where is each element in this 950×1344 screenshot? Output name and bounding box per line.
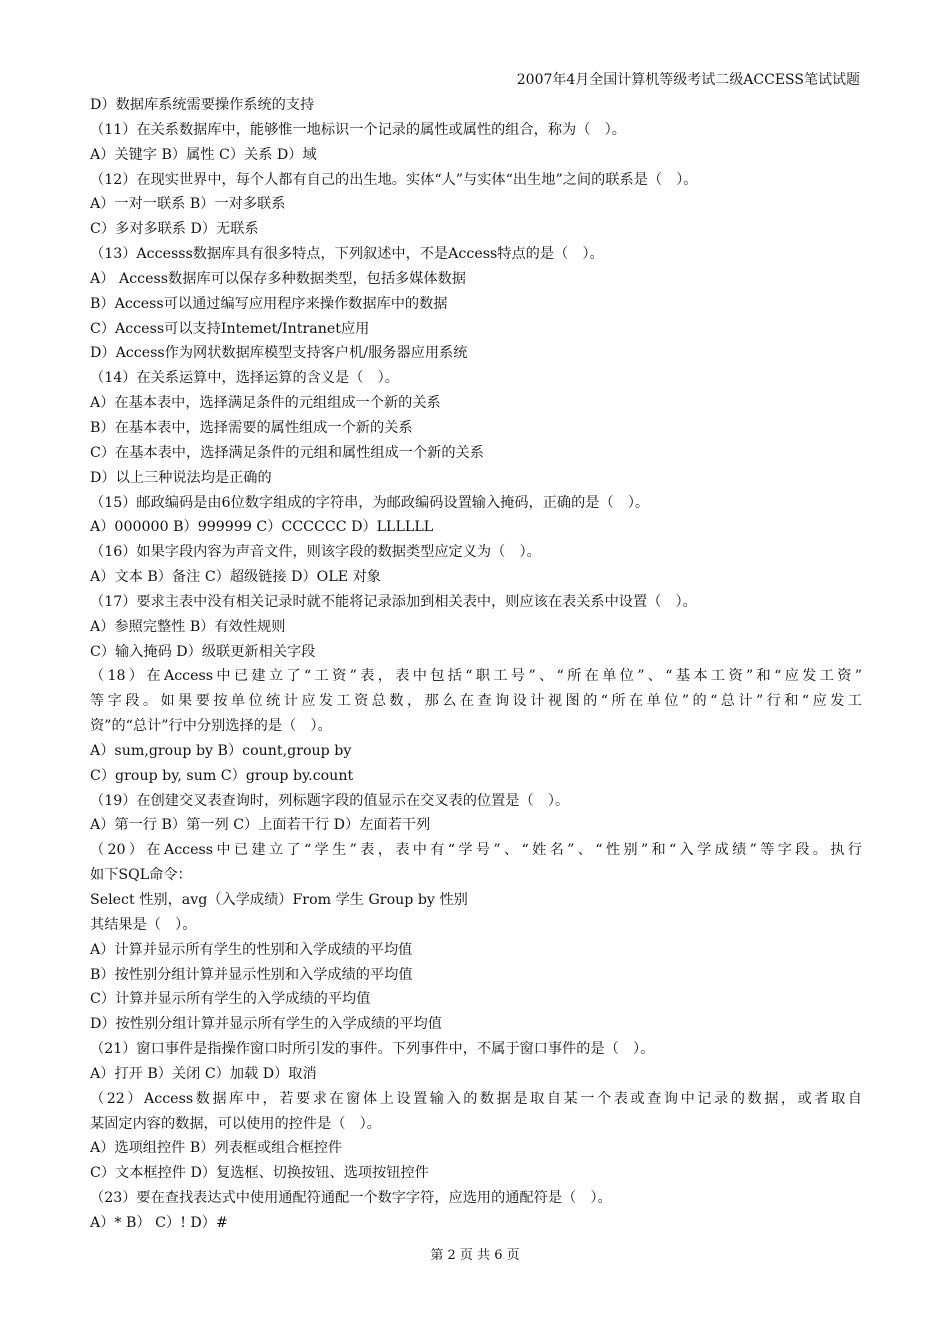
text-line: C）Access可以支持Intemet/Intranet应用 (90, 320, 370, 337)
text-line: C）计算并显示所有学生的入学成绩的平均值 (90, 991, 371, 1008)
text-line: D）按性别分组计算并显示所有学生的入学成绩的平均值 (90, 1016, 442, 1033)
text-line: A）第一行 B）第一列 C）上面若干行 D）左面若干列 (90, 817, 431, 834)
text-line: （22）Access数据库中，若要求在窗体上设置输入的数据是取自某一个表或查询中记录的数据，或者取自 (90, 1090, 862, 1107)
text-line: C）group by, sum C）group by.count (90, 767, 354, 784)
question-text-body (90, 93, 862, 1236)
text-line: B）Access可以通过编写应用程序来操作数据库中的数据 (90, 295, 448, 312)
text-line: （18）在Access中已建立了“工资”表，表中包括“职工号”、“所在单位”、“基本工资”和“应发工资” (90, 668, 862, 685)
text-line: A）一对一联系 B）一对多联系 (90, 196, 286, 213)
text-line: （15）邮政编码是由6位数字组成的字符串，为邮政编码设置输入掩码，正确的是（ ）。 (90, 494, 650, 511)
text-line: A）文本 B）备注 C）超级链接 D）OLE 对象 (90, 569, 381, 586)
text-line: A） Access数据库可以保存多种数据类型，包括多媒体数据 (90, 270, 466, 287)
text-line: （13）Accesss数据库具有很多特点，下列叙述中，不是Access特点的是（ ）。 (90, 246, 604, 263)
text-line: （19）在创建交叉表查询时，列标题字段的值显示在交叉表的位置是（ ）。 (90, 792, 570, 809)
text-line: （23）要在查找表达式中使用通配符通配一个数字字符，应选用的通配符是（ ）。 (90, 1190, 612, 1207)
text-line: （16）如果字段内容为声音文件，则该字段的数据类型应定义为（ ）。 (90, 544, 541, 561)
text-line: B）在基本表中，选择需要的属性组成一个新的关系 (90, 419, 413, 436)
text-line: 资”的“总计”行中分别选择的是（ ）。 (90, 718, 332, 735)
text-line: A）打开 B）关闭 C）加载 D）取消 (90, 1065, 317, 1082)
text-line: A）在基本表中，选择满足条件的元组组成一个新的关系 (90, 395, 441, 412)
text-line: 某固定内容的数据，可以使用的控件是（ ）。 (90, 1115, 381, 1132)
text-line: D）以上三种说法均是正确的 (90, 469, 272, 486)
text-line: （21）窗口事件是指操作窗口时所引发的事件。下列事件中，不属于窗口事件的是（ ）。 (90, 1041, 655, 1058)
text-line: A）关键字 B）属性 C）关系 D）域 (90, 146, 317, 163)
text-line: C）在基本表中，选择满足条件的元组和属性组成一个新的关系 (90, 444, 484, 461)
text-line: D）数据库系统需要操作系统的支持 (90, 97, 315, 113)
text-line: （14）在关系运算中，选择运算的含义是（ ）。 (90, 370, 399, 387)
text-line: A）参照完整性 B）有效性规则 (90, 618, 286, 635)
text-line: C）输入掩码 D）级联更新相关字段 (90, 643, 316, 660)
text-line: C）多对多联系 D）无联系 (90, 221, 259, 238)
text-line: （17）要求主表中没有相关记录时就不能将记录添加到相关表中，则应该在表关系中设置（ ）。 (90, 593, 697, 610)
text-line: A）000000 B）999999 C）CCCCCC D）LLLLLL (90, 519, 434, 536)
page-footer: 第 2 页 共 6 页 (430, 1248, 520, 1263)
text-line: 如下SQL命令： (90, 867, 192, 884)
text-line: Select 性别，avg（入学成绩）From 学生 Group by 性别 (90, 892, 468, 908)
text-line: C）文本框控件 D）复选框、切换按钮、选项按钮控件 (90, 1165, 429, 1182)
text-line: 其结果是（ ）。 (90, 916, 197, 933)
text-line: A）sum,group by B）count,group by (90, 742, 352, 759)
text-line: B）按性别分组计算并显示性别和入学成绩的平均值 (90, 966, 413, 983)
text-line: A）* B） C）! D）# (90, 1214, 228, 1231)
page-header: 2007年4月全国计算机等级考试二级ACCESS笔试试题 (516, 72, 860, 88)
text-line: D）Access作为网状数据库模型支持客户机/服务器应用系统 (90, 345, 468, 362)
text-line: （20）在Access中已建立了“学生”表，表中有“学号”、“姓名”、“性别”和“入学成绩”等字段。执行 (90, 842, 862, 859)
text-line: A）计算并显示所有学生的性别和入学成绩的平均值 (90, 941, 413, 958)
text-line: 等字段。如果要按单位统计应发工资总数，那么在查询设计视图的“所在单位”的“总计”行和“应发工 (90, 693, 862, 710)
text-line: A）选项组控件 B）列表框或组合框控件 (90, 1140, 343, 1157)
text-line: （11）在关系数据库中，能够惟一地标识一个记录的属性或属性的组合，称为（ ）。 (90, 121, 626, 138)
text-line: （12）在现实世界中，每个人都有自己的出生地。实体“人”与实体“出生地”之间的联系是（ ）。 (90, 171, 698, 188)
